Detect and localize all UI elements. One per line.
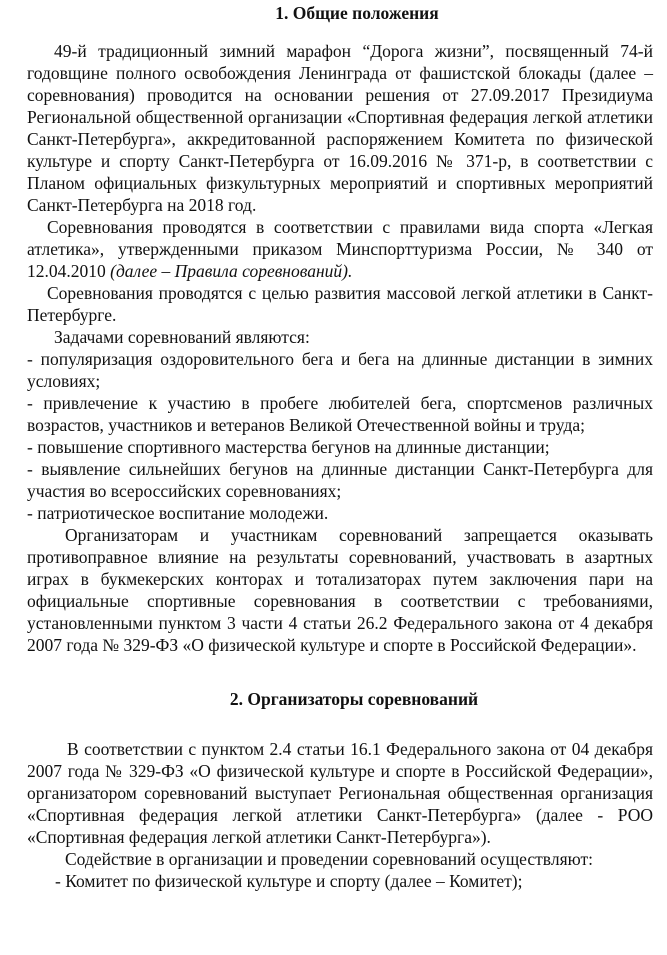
section-1-heading: 1. Общие положения [275,3,439,23]
task-item: - патриотическое воспитание молодежи. [27,503,329,523]
section-2-heading: 2. Организаторы соревнований [229,689,479,709]
section-1-rules-paragraph [27,216,653,282]
section-1-intro-paragraph: 49-й традиционный зимний марафон “Дорога жизни”, посвященный 74-й годовщине полного освобождения Ленинграда от фашистской блокады (далее – соревнования) проводится на основании решения от 27.09.2017 Президиума Региональной общественной организации «Спортивная федерация легкой атлетики Санкт-Петербурга», аккредитованной распоряжением Комитета по физической культуре и спорту Санкт-Петербурга от 16.09.2016 № 371-р, в соответствии с Планом официальных физкультурных мероприятий и спортивных мероприятий Санкт-Петербурга на 2018 год. [27,41,653,215]
rules-paragraph-text: Соревнования проводятся в соответствии с правилами вида спорта «Легкая атлетика», утвержденными приказом Минспорттуризма России, № 340 от 12.04.2010 [27,217,653,281]
task-item: - привлечение к участию в пробеге любителей бега, спортсменов различных возрастов, участников и ветеранов Великой Отечественной войны и труда; [27,393,653,435]
rules-note: (далее – Правила соревнований). [110,261,353,281]
section-1-goal-paragraph: Соревнования проводятся с целью развития массовой легкой атлетики в Санкт-Петербурге. [27,283,653,325]
task-item: - популяризация оздоровительного бега и бега на длинные дистанции в зимних условиях; [27,349,653,391]
task-item: - повышение спортивного мастерства бегунов на длинные дистанции; [27,437,550,457]
section-1-tasks-intro: Задачами соревнований являются: [54,327,310,347]
section-2-assistance-intro: Содействие в организации и проведении соревнований осуществляют: [65,849,593,869]
section-2-organizer-paragraph: В соответствии с пунктом 2.4 статьи 16.1 Федерального закона от 04 декабря 2007 года № 329-ФЗ «О физической культуре и спорте в Российской Федерации», организатором соревнований выступает Региональная общественная организация «Спортивная федерация легкой атлетики Санкт-Петербурга» (далее - РОО «Спортивная федерация легкой атлетики Санкт-Петербурга»). [27,739,653,847]
section-1-prohibition-paragraph: Организаторам и участникам соревнований запрещается оказывать противоправное влияние на результаты соревнований, участвовать в азартных играх в букмекерских конторах и тотализаторах путем заключения пари на официальные спортивные соревнования в соответствии с требованиями, установленными пунктом 3 части 4 статьи 26.2 Федерального закона от 4 декабря 2007 года № 329-ФЗ «О физической культуре и спорте в Российской Федерации». [27,525,653,655]
assistance-item: - Комитет по физической культуре и спорту (далее – Комитет); [55,871,523,891]
task-item: - выявление сильнейших бегунов на длинные дистанции Санкт-Петербурга для участия во всероссийских соревнованиях; [27,459,653,501]
